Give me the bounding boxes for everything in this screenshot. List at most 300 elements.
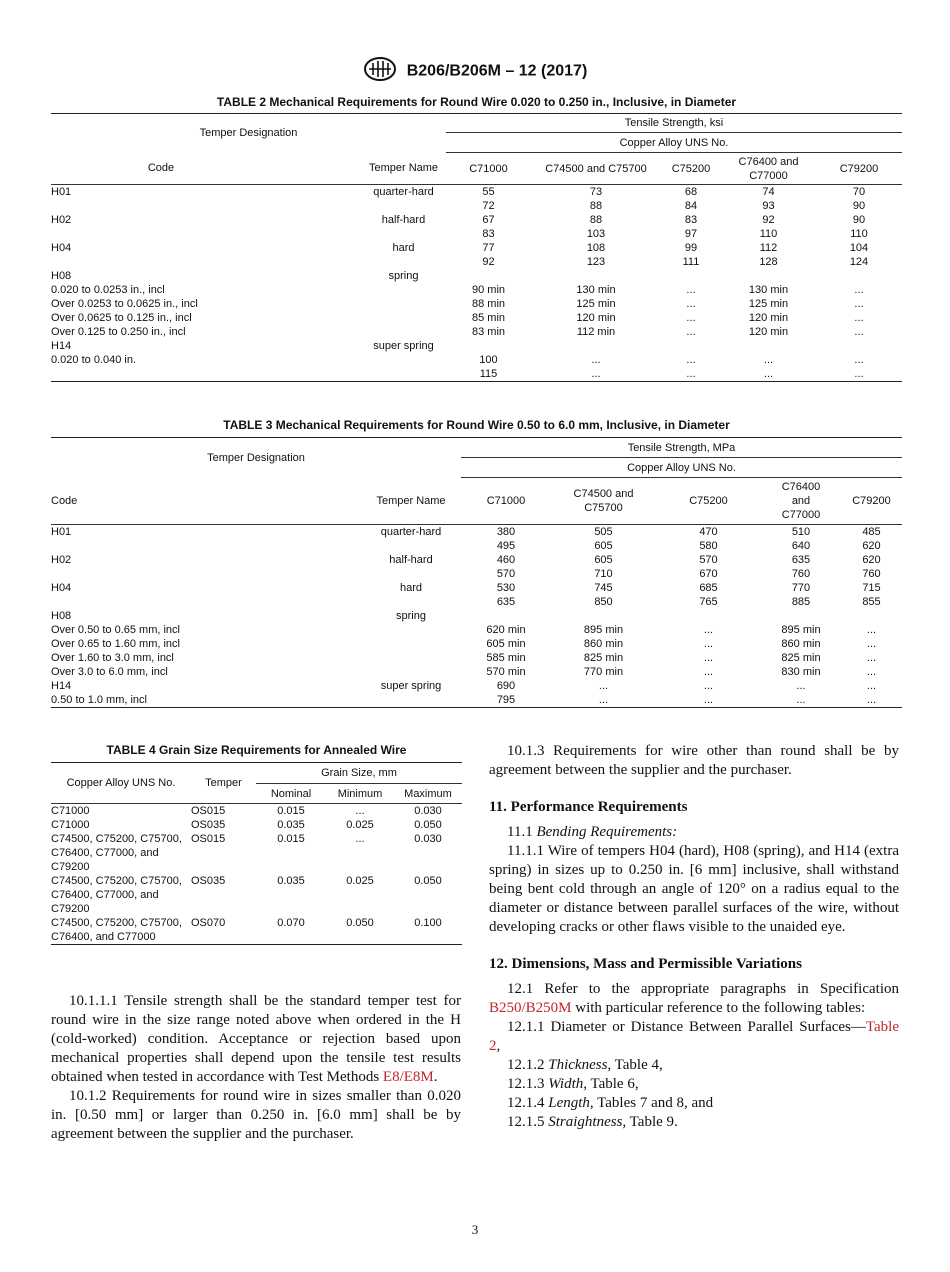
document-id: B206/B206M – 12 (2017) bbox=[406, 62, 588, 80]
temper-name-cell: quarter-hard bbox=[380, 526, 442, 538]
value-cell: 93 bbox=[762, 200, 775, 212]
value-cell: 130 min bbox=[748, 284, 789, 296]
value-cell: ... bbox=[866, 624, 877, 636]
table3-alloy-col: C71000 bbox=[461, 478, 551, 525]
value-cell bbox=[661, 339, 721, 353]
temper-name-cell bbox=[271, 325, 446, 339]
value-cell: 110 bbox=[850, 228, 868, 240]
table-row bbox=[51, 581, 902, 595]
value-cell: 72 bbox=[482, 200, 495, 212]
table-row bbox=[51, 525, 902, 540]
value-cell: 74 bbox=[762, 186, 775, 198]
table4-caption: TABLE 4 Grain Size Requirements for Annealed Wire bbox=[106, 743, 407, 757]
table-row bbox=[51, 241, 902, 255]
table2-alloy-col: C76400 and C77000 bbox=[721, 153, 816, 185]
temper-name-cell bbox=[271, 227, 446, 241]
table-row bbox=[51, 595, 902, 609]
value-cell: 90 bbox=[852, 200, 866, 212]
code-cell: 0.020 to 0.040 in. bbox=[51, 354, 137, 366]
table4-minimum-cell: ... bbox=[355, 805, 365, 817]
table-row bbox=[51, 283, 902, 297]
table-row bbox=[51, 367, 902, 382]
value-cell: 130 min bbox=[576, 284, 616, 296]
value-cell: 92 bbox=[762, 214, 775, 226]
value-cell: 125 min bbox=[576, 298, 616, 310]
table4-alloy-cell: C74500, C75200, C75700, C76400, C77000, and C79200 bbox=[51, 875, 182, 915]
code-cell: H01 bbox=[51, 526, 72, 538]
table-row bbox=[51, 339, 902, 353]
table4-nominal-cell: 0.035 bbox=[277, 819, 305, 831]
value-cell: ... bbox=[866, 638, 877, 650]
code-cell: H02 bbox=[51, 554, 72, 566]
value-cell: ... bbox=[598, 680, 609, 692]
table4-nominal-cell: 0.035 bbox=[277, 875, 305, 887]
value-cell: ... bbox=[854, 284, 864, 296]
code-cell: Over 3.0 to 6.0 mm, incl bbox=[51, 666, 168, 678]
value-cell: 111 bbox=[682, 256, 700, 268]
temper-name-cell bbox=[291, 595, 461, 609]
value-cell: 120 min bbox=[748, 326, 789, 338]
table4-minimum-cell: 0.025 bbox=[346, 875, 374, 887]
table-row bbox=[51, 227, 902, 241]
paragraph-11-1-1: 11.1.1 Wire of tempers H04 (hard), H08 (spring), and H14 (extra spring) in sizes up to 0.250 in. [6 mm] inclusive, shall withstand being bent cold through an angle of 120° on a radius equal to the diameter or distance between parallel surfaces of the wire, without developing cracks or other flaws visible to the unaided eye. bbox=[489, 843, 899, 935]
temper-name-cell bbox=[291, 651, 461, 665]
value-cell: 115 bbox=[479, 368, 498, 380]
table2-alloy-col: C75200 bbox=[661, 153, 721, 185]
code-cell bbox=[51, 595, 291, 609]
value-cell: 124 bbox=[849, 256, 869, 268]
temper-name-cell bbox=[271, 255, 446, 269]
table-row bbox=[51, 325, 902, 339]
table-row bbox=[51, 255, 902, 269]
table4-nominal-cell: 0.015 bbox=[277, 805, 305, 817]
temper-name-cell: spring bbox=[388, 270, 419, 282]
table4-minimum-cell: 0.050 bbox=[346, 917, 374, 929]
value-cell: 495 bbox=[496, 540, 516, 552]
value-cell: 685 bbox=[699, 582, 718, 594]
table2-link[interactable]: Table 2 bbox=[489, 1019, 899, 1054]
table3-alloy-col: C75200 bbox=[656, 478, 761, 525]
value-cell: 470 bbox=[699, 526, 718, 538]
value-cell: 830 min bbox=[781, 666, 821, 678]
value-cell bbox=[551, 609, 656, 623]
table3-code-header: Code bbox=[51, 478, 291, 525]
temper-name-cell: super spring bbox=[373, 340, 434, 352]
value-cell: 895 min bbox=[781, 624, 821, 636]
value-cell: ... bbox=[703, 624, 714, 636]
value-cell: 97 bbox=[684, 228, 698, 240]
table-row bbox=[51, 567, 902, 581]
table-row bbox=[51, 651, 902, 665]
code-cell bbox=[51, 539, 291, 553]
table-row bbox=[51, 539, 902, 553]
value-cell: 605 min bbox=[486, 638, 526, 650]
code-cell: H02 bbox=[51, 214, 72, 226]
table-row bbox=[51, 693, 902, 708]
value-cell: 745 bbox=[594, 582, 613, 594]
value-cell: 485 bbox=[862, 526, 881, 538]
value-cell bbox=[656, 609, 761, 623]
code-cell bbox=[51, 199, 271, 213]
value-cell: 505 bbox=[594, 526, 613, 538]
table4-minimum-cell: ... bbox=[355, 833, 365, 845]
value-cell: 128 bbox=[759, 256, 778, 268]
temper-name-cell bbox=[271, 311, 446, 325]
value-cell: ... bbox=[866, 680, 877, 692]
paragraph-12-1-1: 12.1.1 Diameter or Distance Between Parallel Surfaces—Table 2, bbox=[489, 1019, 899, 1054]
value-cell: 795 bbox=[496, 694, 516, 706]
value-cell: 120 min bbox=[748, 312, 789, 324]
value-cell: 715 bbox=[862, 582, 881, 594]
paragraph-12-1-3: 12.1.3 Width, Table 6, bbox=[507, 1076, 639, 1092]
temper-name-cell bbox=[271, 297, 446, 311]
value-cell bbox=[531, 339, 661, 353]
value-cell: 570 min bbox=[486, 666, 526, 678]
b250-link[interactable]: B250/B250M bbox=[489, 1000, 572, 1016]
table4-maximum-cell: 0.030 bbox=[414, 833, 442, 845]
section-11-heading: 11. Performance Requirements bbox=[489, 799, 688, 815]
code-cell: 0.50 to 1.0 mm, incl bbox=[51, 694, 147, 706]
value-cell: 83 min bbox=[471, 326, 506, 338]
table3-caption: TABLE 3 Mechanical Requirements for Round Wire 0.50 to 6.0 mm, Inclusive, in Diameter bbox=[223, 418, 730, 432]
value-cell: ... bbox=[866, 652, 877, 664]
table4-maximum-cell: 0.030 bbox=[414, 805, 442, 817]
table4-temper-cell: OS015 bbox=[191, 805, 226, 817]
table4-subcol: Maximum bbox=[394, 784, 462, 804]
value-cell: 77 bbox=[482, 242, 495, 254]
value-cell: 120 min bbox=[576, 312, 616, 324]
paragraph-10-1-1-1: 10.1.1.1 Tensile strength shall be the standard temper test for round wire in the size range noted above when ordered in the H (cold-worked) condition. Acceptance or rejection based upon mechanical properties shall depend upon the tensile test results obtained when tested in accordance with Test Methods E8/E8M. bbox=[51, 993, 461, 1085]
page-number: 3 bbox=[471, 1222, 479, 1237]
value-cell: 84 bbox=[684, 200, 698, 212]
value-cell: ... bbox=[703, 652, 714, 664]
value-cell: 640 bbox=[791, 540, 811, 552]
value-cell: ... bbox=[686, 312, 696, 324]
value-cell: ... bbox=[854, 326, 864, 338]
value-cell: 570 bbox=[699, 554, 718, 566]
code-cell: H14 bbox=[51, 680, 72, 692]
value-cell: 690 bbox=[496, 680, 516, 692]
table-row bbox=[51, 916, 462, 945]
table4-alloy-cell: C74500, C75200, C75700, C76400, C77000, and C79200 bbox=[51, 833, 182, 873]
table4-nominal-cell: 0.070 bbox=[277, 917, 305, 929]
table4-alloy-header: Copper Alloy UNS No. bbox=[51, 763, 191, 804]
table4 bbox=[51, 762, 462, 945]
table2-body bbox=[51, 185, 902, 382]
value-cell: 635 bbox=[496, 596, 516, 608]
paragraph-12-1-5: 12.1.5 Straightness, Table 9. bbox=[507, 1114, 678, 1130]
astm-logo-icon bbox=[363, 56, 397, 87]
value-cell: ... bbox=[866, 694, 877, 706]
temper-name-cell bbox=[291, 623, 461, 637]
code-cell: H14 bbox=[51, 340, 72, 352]
table3-body bbox=[51, 525, 902, 708]
value-cell: 100 bbox=[479, 354, 498, 366]
table3-alloy-header: Copper Alloy UNS No. bbox=[461, 458, 902, 478]
value-cell: 55 bbox=[482, 186, 495, 198]
code-cell bbox=[51, 367, 271, 382]
table2-caption: TABLE 2 Mechanical Requirements for Round Wire 0.020 to 0.250 in., Inclusive, in Diameter bbox=[216, 95, 737, 109]
table2-alloy-col: C79200 bbox=[816, 153, 902, 185]
value-cell: 860 min bbox=[583, 638, 624, 650]
value-cell: ... bbox=[796, 680, 806, 692]
value-cell: ... bbox=[854, 312, 864, 324]
value-cell: 125 min bbox=[748, 298, 789, 310]
value-cell: 620 bbox=[862, 540, 881, 552]
value-cell: ... bbox=[703, 666, 714, 678]
table4-temper-cell: OS070 bbox=[191, 917, 226, 929]
table4-nominal-cell: 0.015 bbox=[277, 833, 305, 845]
code-cell: H01 bbox=[51, 186, 72, 198]
value-cell bbox=[446, 269, 531, 283]
value-cell: 605 bbox=[594, 540, 613, 552]
table-row bbox=[51, 818, 462, 832]
temper-name-cell: quarter-hard bbox=[373, 186, 434, 198]
value-cell: 88 min bbox=[471, 298, 506, 310]
table-row bbox=[51, 311, 902, 325]
value-cell: 112 bbox=[759, 242, 778, 254]
value-cell: 73 bbox=[589, 186, 603, 198]
table3-temper-name-header: Temper Name bbox=[291, 478, 461, 525]
table4-body bbox=[51, 804, 462, 945]
value-cell: ... bbox=[796, 694, 806, 706]
value-cell: 83 bbox=[482, 228, 495, 240]
value-cell: ... bbox=[854, 354, 864, 366]
paragraph-11-1: 11.1 Bending Requirements: bbox=[507, 824, 678, 840]
value-cell: 108 bbox=[586, 242, 606, 254]
value-cell bbox=[761, 609, 841, 623]
paragraph-10-1-3: 10.1.3 Requirements for wire other than round shall be by agreement between the supplier and the purchaser. bbox=[489, 743, 899, 778]
table-row bbox=[51, 199, 902, 213]
value-cell: 70 bbox=[852, 186, 866, 198]
temper-name-cell bbox=[271, 353, 446, 367]
table4-subcol: Minimum bbox=[326, 784, 394, 804]
value-cell: 83 bbox=[684, 214, 698, 226]
value-cell: 855 bbox=[862, 596, 881, 608]
value-cell: 770 bbox=[791, 582, 811, 594]
code-cell bbox=[51, 255, 271, 269]
temper-name-cell: hard bbox=[399, 582, 423, 594]
value-cell: 825 min bbox=[781, 652, 821, 664]
table4-temper-cell: OS035 bbox=[191, 819, 226, 831]
value-cell: 530 bbox=[496, 582, 516, 594]
value-cell: 90 min bbox=[471, 284, 506, 296]
value-cell: ... bbox=[591, 368, 601, 380]
table2-tensile-header: Tensile Strength, ksi bbox=[446, 114, 902, 133]
value-cell: 670 bbox=[699, 568, 718, 580]
table4-alloy-cell: C71000 bbox=[51, 819, 90, 831]
table-row bbox=[51, 679, 902, 693]
value-cell: 605 bbox=[594, 554, 613, 566]
code-cell: Over 1.60 to 3.0 mm, incl bbox=[51, 652, 174, 664]
table4-temper-cell: OS035 bbox=[191, 875, 226, 887]
page-header bbox=[0, 56, 950, 87]
value-cell bbox=[531, 269, 661, 283]
e8-link[interactable]: E8/E8M bbox=[382, 1069, 434, 1085]
temper-name-cell bbox=[291, 637, 461, 651]
value-cell: ... bbox=[686, 326, 696, 338]
value-cell: 104 bbox=[849, 242, 869, 254]
temper-name-cell bbox=[291, 539, 461, 553]
value-cell bbox=[816, 269, 902, 283]
table4-minimum-cell: 0.025 bbox=[346, 819, 374, 831]
value-cell: ... bbox=[763, 354, 774, 366]
value-cell bbox=[841, 609, 902, 623]
code-cell bbox=[51, 567, 291, 581]
table2-alloy-header: Copper Alloy UNS No. bbox=[446, 133, 902, 153]
value-cell bbox=[661, 269, 721, 283]
value-cell: ... bbox=[854, 298, 864, 310]
code-cell: H04 bbox=[51, 242, 72, 254]
paragraph-12-1: 12.1 Refer to the appropriate paragraphs in Specification B250/B250M with particular reference to the following tables: bbox=[489, 981, 899, 1016]
temper-name-cell bbox=[271, 199, 446, 213]
value-cell: ... bbox=[686, 354, 696, 366]
value-cell: 895 min bbox=[583, 624, 624, 636]
value-cell: ... bbox=[598, 694, 609, 706]
value-cell: 88 bbox=[589, 200, 603, 212]
value-cell: 620 bbox=[862, 554, 881, 566]
value-cell: 580 bbox=[699, 540, 718, 552]
section-12-heading: 12. Dimensions, Mass and Permissible Variations bbox=[489, 956, 802, 972]
table3-tensile-header: Tensile Strength, MPa bbox=[461, 438, 902, 458]
value-cell: 710 bbox=[594, 568, 613, 580]
temper-name-cell: hard bbox=[392, 242, 415, 254]
value-cell bbox=[446, 339, 531, 353]
table3-alloy-col: C76400 and C77000 bbox=[761, 478, 841, 525]
table-row bbox=[51, 874, 462, 916]
value-cell bbox=[721, 339, 816, 353]
table-row bbox=[51, 353, 902, 367]
left-column-text bbox=[51, 992, 461, 1144]
value-cell: ... bbox=[686, 284, 696, 296]
code-cell: Over 0.65 to 1.60 mm, incl bbox=[51, 638, 180, 650]
table2-temper-designation-header: Temper Designation bbox=[199, 127, 298, 140]
table4-maximum-cell: 0.050 bbox=[414, 875, 442, 887]
code-cell: H08 bbox=[51, 270, 72, 282]
value-cell: 585 min bbox=[486, 652, 526, 664]
value-cell: 850 bbox=[594, 596, 613, 608]
value-cell: 635 bbox=[791, 554, 811, 566]
table-row bbox=[51, 665, 902, 679]
table-row bbox=[51, 609, 902, 623]
table4-maximum-cell: 0.050 bbox=[414, 819, 442, 831]
table3 bbox=[51, 437, 902, 708]
paragraph-12-1-4: 12.1.4 Length, Tables 7 and 8, and bbox=[507, 1095, 714, 1111]
value-cell bbox=[721, 269, 816, 283]
code-cell bbox=[51, 227, 271, 241]
table2-alloy-col: C71000 bbox=[446, 153, 531, 185]
value-cell: 85 min bbox=[471, 312, 506, 324]
value-cell: 67 bbox=[482, 214, 495, 226]
value-cell: 460 bbox=[496, 554, 516, 566]
table-row bbox=[51, 623, 902, 637]
code-cell: 0.020 to 0.0253 in., incl bbox=[51, 284, 165, 296]
value-cell: ... bbox=[763, 368, 774, 380]
value-cell: 380 bbox=[496, 526, 516, 538]
value-cell: 770 min bbox=[583, 666, 624, 678]
value-cell bbox=[816, 339, 902, 353]
table2-alloy-col: C74500 and C75700 bbox=[531, 153, 661, 185]
value-cell: ... bbox=[703, 680, 714, 692]
temper-name-cell: half-hard bbox=[389, 554, 433, 566]
table-row bbox=[51, 269, 902, 283]
temper-name-cell: spring bbox=[396, 610, 426, 622]
table-row bbox=[51, 804, 462, 819]
value-cell: 90 bbox=[852, 214, 866, 226]
value-cell: ... bbox=[854, 368, 864, 380]
value-cell: 570 bbox=[496, 568, 516, 580]
code-cell: H08 bbox=[51, 610, 72, 622]
temper-name-cell bbox=[271, 367, 446, 382]
table3-alloy-col: C74500 and C75700 bbox=[551, 478, 656, 525]
code-cell: H04 bbox=[51, 582, 72, 594]
table2 bbox=[51, 113, 902, 382]
table-row bbox=[51, 637, 902, 651]
value-cell: 112 min bbox=[576, 326, 616, 338]
value-cell: 110 bbox=[759, 228, 778, 240]
table-row bbox=[51, 213, 902, 227]
temper-name-cell bbox=[291, 665, 461, 679]
table-row bbox=[51, 297, 902, 311]
value-cell: 860 min bbox=[781, 638, 821, 650]
table4-grain-header: Grain Size, mm bbox=[256, 763, 462, 784]
table-row bbox=[51, 185, 902, 200]
paragraph-10-1-2: 10.1.2 Requirements for round wire in sizes smaller than 0.020 in. [0.50 mm] or larger than 0.250 in. [6.0 mm] shall be by agreement between the supplier and the purchaser. bbox=[51, 1088, 461, 1142]
value-cell: ... bbox=[686, 368, 696, 380]
value-cell: 92 bbox=[482, 256, 495, 268]
temper-name-cell: super spring bbox=[380, 680, 442, 692]
temper-name-cell bbox=[271, 283, 446, 297]
value-cell: 620 min bbox=[486, 624, 526, 636]
value-cell: 885 bbox=[791, 596, 811, 608]
value-cell: ... bbox=[703, 638, 714, 650]
temper-name-cell bbox=[291, 693, 461, 708]
right-column-text bbox=[489, 742, 899, 1132]
value-cell: 510 bbox=[791, 526, 811, 538]
code-cell: Over 0.50 to 0.65 mm, incl bbox=[51, 624, 180, 636]
table4-alloy-cell: C74500, C75200, C75700, C76400, and C77000 bbox=[51, 917, 182, 943]
value-cell: 103 bbox=[586, 228, 606, 240]
table4-alloy-cell: C71000 bbox=[51, 805, 90, 817]
table3-alloy-col: C79200 bbox=[841, 478, 902, 525]
value-cell: 68 bbox=[684, 186, 698, 198]
table4-temper-header: Temper bbox=[191, 763, 256, 804]
value-cell: ... bbox=[866, 666, 877, 678]
value-cell bbox=[461, 609, 551, 623]
value-cell: 760 bbox=[791, 568, 811, 580]
table-row bbox=[51, 832, 462, 874]
value-cell: 99 bbox=[684, 242, 698, 254]
value-cell: ... bbox=[591, 354, 601, 366]
temper-name-cell: half-hard bbox=[381, 214, 426, 226]
paragraph-12-1-2: 12.1.2 Thickness, Table 4, bbox=[507, 1057, 663, 1073]
table3-temper-designation-header: Temper Designation bbox=[207, 451, 305, 464]
table4-maximum-cell: 0.100 bbox=[414, 917, 442, 929]
value-cell: 88 bbox=[589, 214, 603, 226]
table-row bbox=[51, 553, 902, 567]
value-cell: 765 bbox=[699, 596, 718, 608]
value-cell: 760 bbox=[862, 568, 881, 580]
temper-name-cell bbox=[291, 567, 461, 581]
code-cell: Over 0.0253 to 0.0625 in., incl bbox=[51, 298, 198, 310]
table2-code-header: Code bbox=[51, 153, 271, 185]
code-cell: Over 0.125 to 0.250 in., incl bbox=[51, 326, 186, 338]
value-cell: ... bbox=[686, 298, 696, 310]
value-cell: 825 min bbox=[583, 652, 624, 664]
table4-temper-cell: OS015 bbox=[191, 833, 226, 845]
table4-subcol: Nominal bbox=[256, 784, 326, 804]
value-cell: ... bbox=[703, 694, 714, 706]
